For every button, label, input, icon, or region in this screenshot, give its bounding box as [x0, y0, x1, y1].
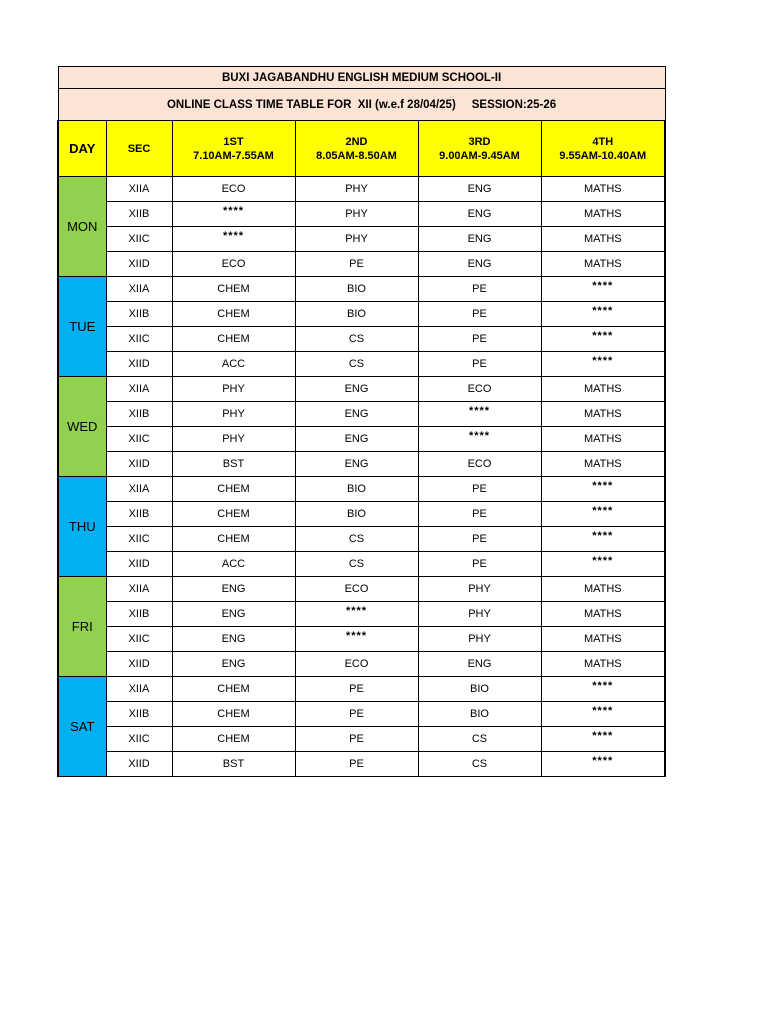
period-header-3 [418, 121, 541, 177]
subject-cell [295, 252, 418, 277]
subject-cell [541, 377, 665, 402]
subject-cell [295, 577, 418, 602]
subject-cell [541, 202, 665, 227]
subject-label: ENG [344, 383, 369, 395]
subject-label: CHEM [217, 533, 250, 545]
subject-label: MATHS [583, 633, 622, 645]
subject-cell [418, 452, 541, 477]
table-row [58, 527, 665, 552]
table-row [58, 202, 665, 227]
subject-label: BIO [347, 508, 366, 520]
day-header: DAY [58, 121, 106, 177]
subject-cell [541, 627, 665, 652]
subject-label: PHY [345, 208, 368, 220]
day-cell: SAT [58, 677, 106, 777]
table-row [58, 602, 665, 627]
subject-label: MATHS [583, 658, 622, 670]
subject-label: BIO [470, 708, 489, 720]
subject-label: **** [592, 730, 614, 742]
subject-label: ENG [221, 608, 246, 620]
table-row [58, 727, 665, 752]
subject-cell [295, 527, 418, 552]
period-header-4 [541, 121, 665, 177]
period-name: 2ND [345, 135, 368, 148]
period-time: 7.10AM-7.55AM [193, 149, 274, 162]
subject-cell [172, 177, 295, 202]
subject-label: MATHS [583, 258, 622, 270]
subject-cell [541, 302, 665, 327]
subject-cell [295, 202, 418, 227]
subject-cell [172, 727, 295, 752]
subject-label: MATHS [583, 433, 622, 445]
subject-label: PE [472, 508, 487, 520]
subject-cell [541, 677, 665, 702]
subject-cell [541, 352, 665, 377]
subject-cell [172, 527, 295, 552]
subject-label: PHY [468, 583, 491, 595]
period-header-2 [295, 121, 418, 177]
period-header-1 [172, 121, 295, 177]
subject-cell [541, 177, 665, 202]
subject-label: CHEM [217, 708, 250, 720]
subject-label: BIO [347, 283, 366, 295]
header-row [58, 121, 665, 177]
subject-label: CHEM [217, 283, 250, 295]
subject-cell [418, 202, 541, 227]
period-time: 9.00AM-9.45AM [439, 149, 520, 162]
subject-label: PHY [222, 433, 245, 445]
subject-cell [418, 252, 541, 277]
subject-cell [172, 752, 295, 777]
subject-label: PHY [222, 383, 245, 395]
subject-cell [295, 277, 418, 302]
subject-cell [418, 752, 541, 777]
table-row [58, 452, 665, 477]
section-cell: XIIA [106, 377, 172, 402]
subject-cell [418, 602, 541, 627]
section-cell: XIID [106, 652, 172, 677]
table-row [58, 352, 665, 377]
table-row [58, 402, 665, 427]
subject-cell [418, 177, 541, 202]
subject-cell [541, 502, 665, 527]
subject-label: PE [349, 708, 364, 720]
subject-cell [418, 227, 541, 252]
school-name: BUXI JAGABANDHU ENGLISH MEDIUM SCHOOL-II [58, 67, 665, 89]
subject-label: ENG [344, 408, 369, 420]
subject-label: **** [592, 280, 614, 292]
subject-label: **** [345, 630, 368, 642]
period-name: 3RD [468, 135, 491, 148]
section-cell: XIIC [106, 527, 172, 552]
subject-label: CS [348, 533, 365, 545]
subject-cell [172, 627, 295, 652]
section-cell: XIID [106, 352, 172, 377]
subject-cell [295, 752, 418, 777]
timetable [57, 66, 666, 777]
subject-label: MATHS [583, 233, 622, 245]
subject-label: **** [345, 605, 368, 617]
subject-cell [295, 327, 418, 352]
subject-label: ECO [221, 258, 246, 270]
subject-cell [172, 702, 295, 727]
subject-cell [418, 677, 541, 702]
day-cell: FRI [58, 577, 106, 677]
subject-label: **** [468, 405, 491, 417]
table-row [58, 302, 665, 327]
subject-label: ENG [221, 633, 246, 645]
period-time: 8.05AM-8.50AM [316, 149, 397, 162]
subject-cell [418, 552, 541, 577]
subject-label: CHEM [217, 508, 250, 520]
subject-cell [541, 402, 665, 427]
subject-label: CHEM [217, 333, 250, 345]
subject-label: **** [222, 230, 245, 242]
subject-label: ECO [344, 583, 369, 595]
subject-label: PHY [345, 183, 368, 195]
subject-label: **** [592, 355, 614, 367]
sec-header: SEC [106, 121, 172, 177]
section-cell: XIID [106, 752, 172, 777]
subject-cell [295, 177, 418, 202]
subject-cell [541, 552, 665, 577]
subject-cell [418, 627, 541, 652]
table-row [58, 752, 665, 777]
subject-cell [541, 327, 665, 352]
subject-cell [418, 702, 541, 727]
subject-cell [172, 677, 295, 702]
subject-label: MATHS [583, 183, 622, 195]
subject-cell [541, 477, 665, 502]
subject-cell [172, 377, 295, 402]
table-row [58, 502, 665, 527]
table-row [58, 177, 665, 202]
subject-cell [295, 302, 418, 327]
section-cell: XIID [106, 452, 172, 477]
subject-cell [418, 327, 541, 352]
subject-label: ECO [467, 383, 492, 395]
subject-label: PE [472, 333, 487, 345]
subject-cell [295, 402, 418, 427]
subject-label: ACC [221, 358, 246, 370]
subject-cell [541, 527, 665, 552]
period-name: 1ST [223, 135, 244, 148]
subject-cell [418, 402, 541, 427]
subject-label: PHY [222, 408, 245, 420]
subject-cell [418, 302, 541, 327]
period-time: 9.55AM-10.40AM [559, 149, 647, 162]
section-cell: XIIC [106, 427, 172, 452]
subject-cell [418, 727, 541, 752]
subject-cell [295, 427, 418, 452]
subject-cell [418, 352, 541, 377]
subject-cell [295, 227, 418, 252]
subject-label: **** [592, 330, 614, 342]
subject-cell [541, 252, 665, 277]
subject-label: **** [592, 530, 614, 542]
section-cell: XIIB [106, 702, 172, 727]
section-cell: XIIC [106, 627, 172, 652]
subject-cell [172, 402, 295, 427]
subtitle-row [58, 89, 665, 121]
subject-label: CHEM [217, 308, 250, 320]
subject-label: CS [471, 758, 488, 770]
subject-label: ACC [221, 558, 246, 570]
subject-label: CHEM [217, 683, 250, 695]
subject-label: PE [472, 533, 487, 545]
subject-cell [541, 452, 665, 477]
subject-cell [172, 277, 295, 302]
subject-label: ENG [344, 458, 369, 470]
subject-label: ENG [467, 258, 492, 270]
subject-cell [172, 227, 295, 252]
subject-cell [172, 427, 295, 452]
subject-cell [418, 502, 541, 527]
subject-cell [418, 277, 541, 302]
subject-label: MATHS [583, 208, 622, 220]
section-cell: XIID [106, 552, 172, 577]
subject-cell [295, 452, 418, 477]
subject-label: **** [592, 755, 614, 767]
subject-label: **** [592, 555, 614, 567]
subject-cell [418, 577, 541, 602]
section-cell: XIIB [106, 602, 172, 627]
subject-cell [172, 577, 295, 602]
subject-label: ECO [467, 458, 492, 470]
subject-cell [172, 327, 295, 352]
subject-label: **** [222, 205, 245, 217]
subject-label: ECO [221, 183, 246, 195]
subject-label: BIO [470, 683, 489, 695]
section-cell: XIIA [106, 277, 172, 302]
subject-label: ECO [344, 658, 369, 670]
subject-cell [172, 552, 295, 577]
subject-cell [172, 252, 295, 277]
subject-cell [541, 427, 665, 452]
subject-label: PE [472, 358, 487, 370]
subject-label: ENG [221, 658, 246, 670]
section-cell: XIIB [106, 202, 172, 227]
subject-cell [172, 502, 295, 527]
day-cell: WED [58, 377, 106, 477]
table-row [58, 227, 665, 252]
title-row [58, 67, 665, 89]
subject-cell [172, 452, 295, 477]
day-cell: TUE [58, 277, 106, 377]
subject-label: CHEM [217, 733, 250, 745]
subject-cell [295, 377, 418, 402]
subject-label: BIO [347, 483, 366, 495]
subject-cell [418, 427, 541, 452]
subject-label: BIO [347, 308, 366, 320]
table-row [58, 577, 665, 602]
subject-cell [295, 652, 418, 677]
subject-label: CS [348, 358, 365, 370]
subject-label: ENG [467, 208, 492, 220]
subject-cell [295, 627, 418, 652]
subject-label: **** [592, 680, 614, 692]
section-cell: XIID [106, 252, 172, 277]
subject-cell [295, 502, 418, 527]
subject-label: **** [592, 705, 614, 717]
table-row [58, 652, 665, 677]
table-row [58, 327, 665, 352]
table-row [58, 702, 665, 727]
subject-label: PE [349, 758, 364, 770]
subject-label: PE [472, 283, 487, 295]
subject-label: PE [472, 308, 487, 320]
section-cell: XIIC [106, 327, 172, 352]
subject-label: MATHS [583, 608, 622, 620]
subject-label: PHY [345, 233, 368, 245]
timetable-subtitle: ONLINE CLASS TIME TABLE FOR XII (w.e.f 28/04/25) SESSION:25-26 [58, 89, 665, 121]
subject-label: PHY [468, 608, 491, 620]
subject-label: ENG [467, 233, 492, 245]
section-cell: XIIA [106, 677, 172, 702]
day-cell: MON [58, 177, 106, 277]
subject-label: MATHS [583, 383, 622, 395]
subject-label: BST [222, 758, 245, 770]
subject-label: ENG [221, 583, 246, 595]
subject-label: PHY [468, 633, 491, 645]
subject-label: PE [349, 683, 364, 695]
subject-cell [172, 477, 295, 502]
subject-cell [172, 652, 295, 677]
subject-cell [541, 577, 665, 602]
subject-cell [541, 227, 665, 252]
section-cell: XIIA [106, 477, 172, 502]
subject-label: PE [472, 483, 487, 495]
section-cell: XIIC [106, 227, 172, 252]
table-row [58, 377, 665, 402]
table-row [58, 252, 665, 277]
subject-cell [295, 602, 418, 627]
subject-cell [295, 727, 418, 752]
subject-label: CHEM [217, 483, 250, 495]
subject-cell [172, 352, 295, 377]
subject-label: MATHS [583, 408, 622, 420]
subject-cell [541, 752, 665, 777]
subject-cell [172, 302, 295, 327]
subject-cell [295, 702, 418, 727]
section-cell: XIIA [106, 577, 172, 602]
table-row [58, 277, 665, 302]
subject-cell [541, 602, 665, 627]
subject-label: **** [592, 305, 614, 317]
subject-cell [541, 277, 665, 302]
subject-label: PE [472, 558, 487, 570]
section-cell: XIIB [106, 302, 172, 327]
subject-label: ENG [467, 183, 492, 195]
subject-label: MATHS [583, 458, 622, 470]
day-cell: THU [58, 477, 106, 577]
subject-cell [541, 702, 665, 727]
table-row [58, 427, 665, 452]
table-row [58, 552, 665, 577]
subject-cell [418, 477, 541, 502]
section-cell: XIIB [106, 402, 172, 427]
subject-label: ENG [467, 658, 492, 670]
subject-cell [541, 727, 665, 752]
subject-cell [418, 377, 541, 402]
subject-label: **** [468, 430, 491, 442]
period-name: 4TH [592, 135, 614, 148]
subject-cell [295, 352, 418, 377]
subject-cell [418, 652, 541, 677]
section-cell: XIIC [106, 727, 172, 752]
subject-cell [295, 477, 418, 502]
subject-cell [295, 677, 418, 702]
table-row [58, 677, 665, 702]
subject-label: PE [349, 733, 364, 745]
subject-cell [172, 202, 295, 227]
subject-label: ENG [344, 433, 369, 445]
section-cell: XIIB [106, 502, 172, 527]
subject-cell [172, 602, 295, 627]
subject-label: **** [592, 480, 614, 492]
subject-label: CS [471, 733, 488, 745]
subject-label: CS [348, 558, 365, 570]
subject-label: **** [592, 505, 614, 517]
subject-label: PE [349, 258, 364, 270]
subject-label: BST [222, 458, 245, 470]
table-row [58, 477, 665, 502]
subject-label: MATHS [583, 583, 622, 595]
subject-label: CS [348, 333, 365, 345]
subject-cell [541, 652, 665, 677]
table-row [58, 627, 665, 652]
section-cell: XIIA [106, 177, 172, 202]
subject-cell [295, 552, 418, 577]
subject-cell [418, 527, 541, 552]
